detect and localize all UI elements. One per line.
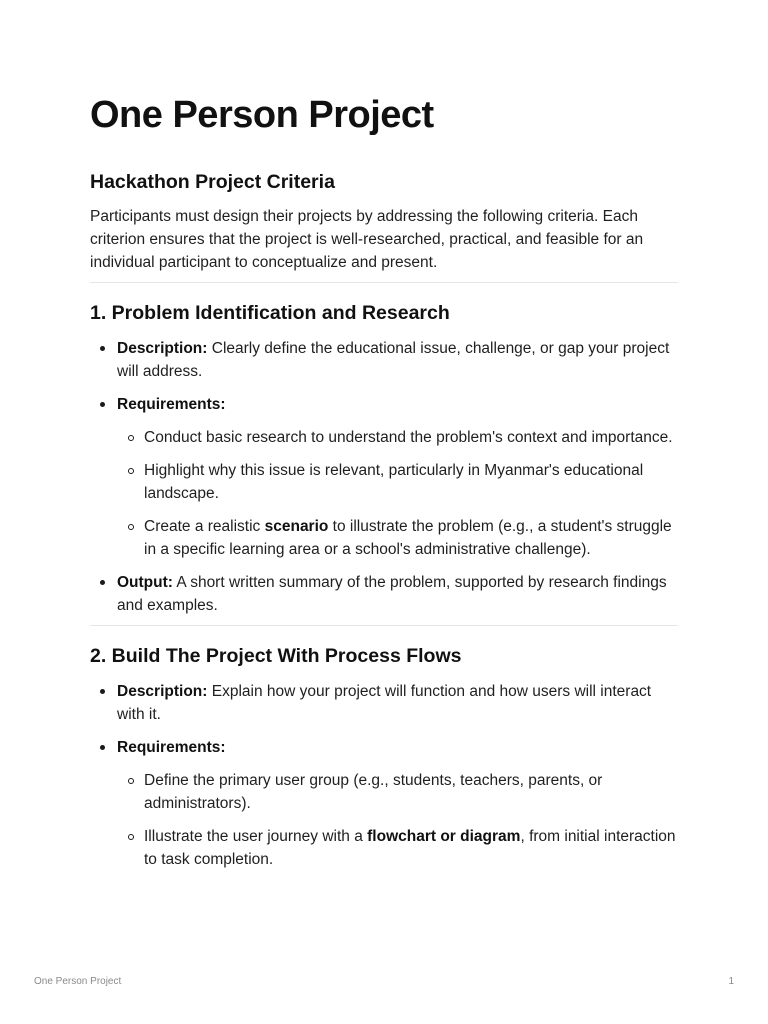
hollow-bullet-icon: [128, 834, 134, 840]
sublist-item: [117, 769, 678, 815]
sublist-item-text-bold: scenario: [264, 518, 329, 535]
item-label: Description:: [117, 683, 208, 700]
sublist-item: [117, 515, 678, 561]
item-label: Description:: [117, 340, 208, 357]
section-subtitle: Hackathon Project Criteria: [90, 171, 335, 193]
sublist-item-text-pre: Create a realistic: [144, 518, 265, 535]
hollow-bullet-icon: [128, 468, 134, 474]
item-text: Explain how your project will function and how users will interact with it.: [117, 683, 652, 723]
hollow-bullet-icon: [128, 778, 134, 784]
item-label: Output:: [117, 574, 173, 591]
item-label: Requirements:: [117, 396, 226, 413]
section-heading-build-project: 2. Build The Project With Process Flows: [90, 645, 462, 667]
footer-document-title: One Person Project: [34, 976, 122, 987]
section-heading-problem-identification: 1. Problem Identification and Research: [90, 302, 450, 324]
list-item-description: [90, 337, 678, 383]
requirements-sublist: [117, 426, 678, 561]
sublist-item-text: Define the primary user group (e.g., students, teachers, parents, or administrators).: [144, 772, 603, 812]
sublist-item-text: Conduct basic research to understand the problem's context and importance.: [144, 429, 673, 446]
section-1-list: [90, 337, 678, 617]
section-2-list: [90, 680, 678, 871]
hollow-bullet-icon: [128, 435, 134, 441]
bullet-icon: [100, 745, 105, 750]
sublist-item: [117, 426, 678, 449]
bullet-icon: [100, 346, 105, 351]
item-text: Clearly define the educational issue, challenge, or gap your project will address.: [117, 340, 670, 380]
sublist-item-text-pre: Illustrate the user journey with a: [144, 828, 368, 845]
sublist-item-text: Highlight why this issue is relevant, particularly in Myanmar's educational landscape.: [144, 462, 644, 502]
footer-page-number: 1: [728, 976, 734, 987]
sublist-item-text-post: , from initial interaction to task completion.: [144, 828, 676, 868]
list-item-requirements: [90, 393, 678, 561]
list-item-description: [90, 680, 678, 726]
sublist-item: [117, 825, 678, 871]
bullet-icon: [100, 580, 105, 585]
intro-paragraph: Participants must design their projects by addressing the following criteria. Each criterion ensures that the project is well-researched, practical, and feasible for an individual participant to conceptualize and present.: [90, 208, 644, 271]
section-divider: [90, 282, 678, 283]
bullet-icon: [100, 689, 105, 694]
hollow-bullet-icon: [128, 524, 134, 530]
sublist-item-text-post: to illustrate the problem (e.g., a student's struggle in a specific learning area or a school's administrative challenge).: [144, 518, 672, 558]
section-divider: [90, 625, 678, 626]
requirements-sublist: [117, 769, 678, 871]
list-item-output: [90, 571, 678, 617]
page-title: One Person Project: [90, 94, 434, 136]
document-page: [90, 90, 678, 871]
item-text: A short written summary of the problem, supported by research findings and examples.: [117, 574, 667, 614]
item-label: Requirements:: [117, 739, 226, 756]
sublist-item-text-bold: flowchart or diagram: [367, 828, 521, 845]
list-item-requirements: [90, 736, 678, 871]
sublist-item: [117, 459, 678, 505]
bullet-icon: [100, 402, 105, 407]
